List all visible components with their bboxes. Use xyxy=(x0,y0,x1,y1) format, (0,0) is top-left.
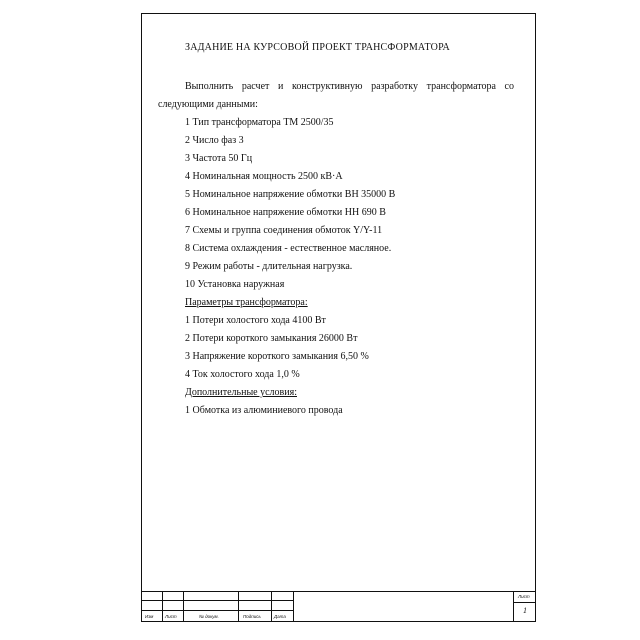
list-item: 10 Установка наружная xyxy=(185,279,285,290)
stamp-sheet-label: Лист xyxy=(518,594,530,599)
list-item: 2 Число фаз 3 xyxy=(185,135,244,146)
list-item: 1 Обмотка из алюминиевого провода xyxy=(185,405,343,416)
section-heading: Дополнительные условия: xyxy=(185,387,297,398)
list-item: 4 Ток холостого хода 1,0 % xyxy=(185,369,300,380)
list-item: 2 Потери короткого замыкания 26000 Вт xyxy=(185,333,358,344)
list-item: 7 Схемы и группа соединения обмоток Y/Y-11 xyxy=(185,225,383,236)
stamp-label-list: Лист xyxy=(165,614,177,619)
list-item: 3 Частота 50 Гц xyxy=(185,153,253,164)
stamp-divider xyxy=(513,592,514,622)
stamp-row-line xyxy=(141,610,293,611)
section-heading: Параметры трансформатора: xyxy=(185,297,308,308)
task-list xyxy=(185,114,395,420)
list-item: 8 Система охлаждения - естественное масляное. xyxy=(185,243,392,254)
list-item: 4 Номинальная мощность 2500 кВ·А xyxy=(185,171,343,182)
stamp-row-line xyxy=(141,600,293,601)
stamp-label-doc: № докум. xyxy=(199,614,219,619)
stamp-sheet-number: 1 xyxy=(523,606,527,615)
title-block xyxy=(141,591,536,622)
stamp-divider xyxy=(238,592,239,622)
intro-paragraph: Выполнить расчет и конструктивную разработку трансформатора со следующими данными: xyxy=(158,81,514,110)
list-item: 1 Тип трансформатора ТМ 2500/35 xyxy=(185,117,334,128)
stamp-divider xyxy=(293,592,294,622)
list-item: 6 Номинальное напряжение обмотки НН 690 В xyxy=(185,207,386,218)
stamp-row-line xyxy=(513,602,536,603)
stamp-label-izm: Изм xyxy=(145,614,154,619)
list-item: 5 Номинальное напряжение обмотки ВН 35000 В xyxy=(185,189,396,200)
list-item: 9 Режим работы - длительная нагрузка. xyxy=(185,261,353,272)
stamp-divider xyxy=(271,592,272,622)
stamp-divider xyxy=(162,592,163,622)
stamp-label-date: Дата xyxy=(274,614,286,619)
list-item: 1 Потери холостого хода 4100 Вт xyxy=(185,315,326,326)
list-item: 3 Напряжение короткого замыкания 6,50 % xyxy=(185,351,369,362)
document-title: ЗАДАНИЕ НА КУРСОВОЙ ПРОЕКТ ТРАНСФОРМАТОРА xyxy=(185,42,450,53)
stamp-label-sign: Подпись xyxy=(243,614,261,619)
stamp-divider xyxy=(183,592,184,622)
